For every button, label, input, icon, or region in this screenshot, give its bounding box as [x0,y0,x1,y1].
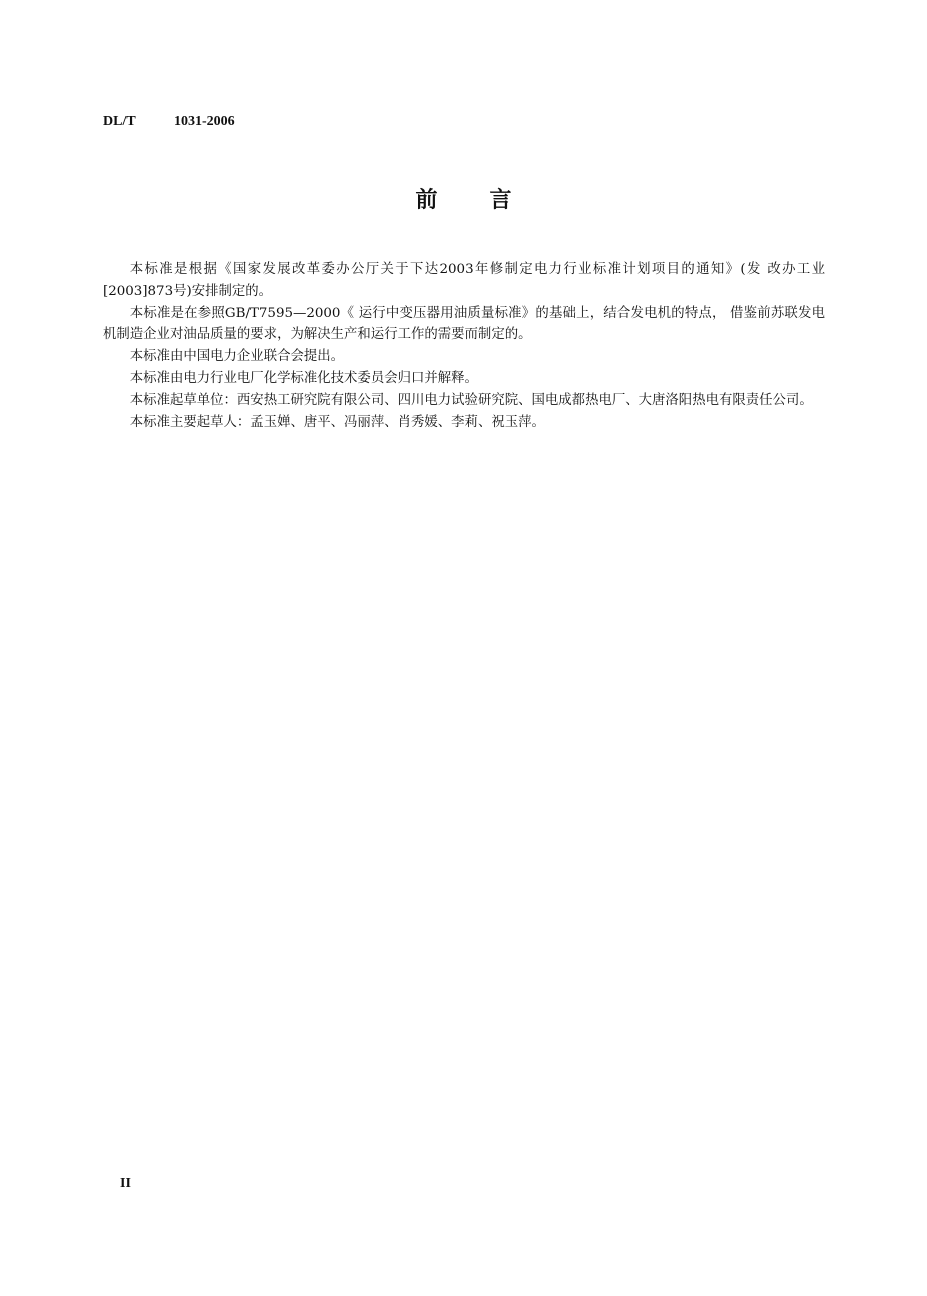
paragraph-reference: 本标准是在参照GB/T7595—2000《 运行中变压器用油质量标准》的基础上，结合发电机的特点， 借鉴前苏联发电机制造企业对油品质量的要求，为解决生产和运行工作的需要而制定的。 [103,305,825,343]
standard-code-header [103,114,235,130]
title-char-2: 言 [489,188,512,213]
paragraph-basis: 本标准是根据《国家发展改革委办公厅关于下达2003年修制定电力行业标准计划项目的通知》(发 改办工业[2003]873号)安排制定的。 [103,262,825,299]
standard-number: 1031-2006 [174,114,235,129]
title-char-1: 前 [415,188,438,213]
paragraph-proposer: 本标准由中国电力企业联合会提出。 [129,349,345,365]
section-title-foreword [0,186,927,216]
paragraph-drafting-units: 本标准起草单位：西安热工研究院有限公司、四川电力试验研究院、国电成都热电厂、大唐洛阳热电有限责任公司。 [129,392,813,408]
page-number: II [120,1176,131,1191]
foreword-body [103,259,825,433]
standard-prefix: DL/T [103,114,136,129]
paragraph-responsible-committee: 本标准由电力行业电厂化学标准化技术委员会归口并解释。 [129,370,478,386]
paragraph-drafters: 本标准主要起草人：孟玉婵、唐平、冯丽萍、肖秀媛、李莉、祝玉萍。 [129,414,545,430]
